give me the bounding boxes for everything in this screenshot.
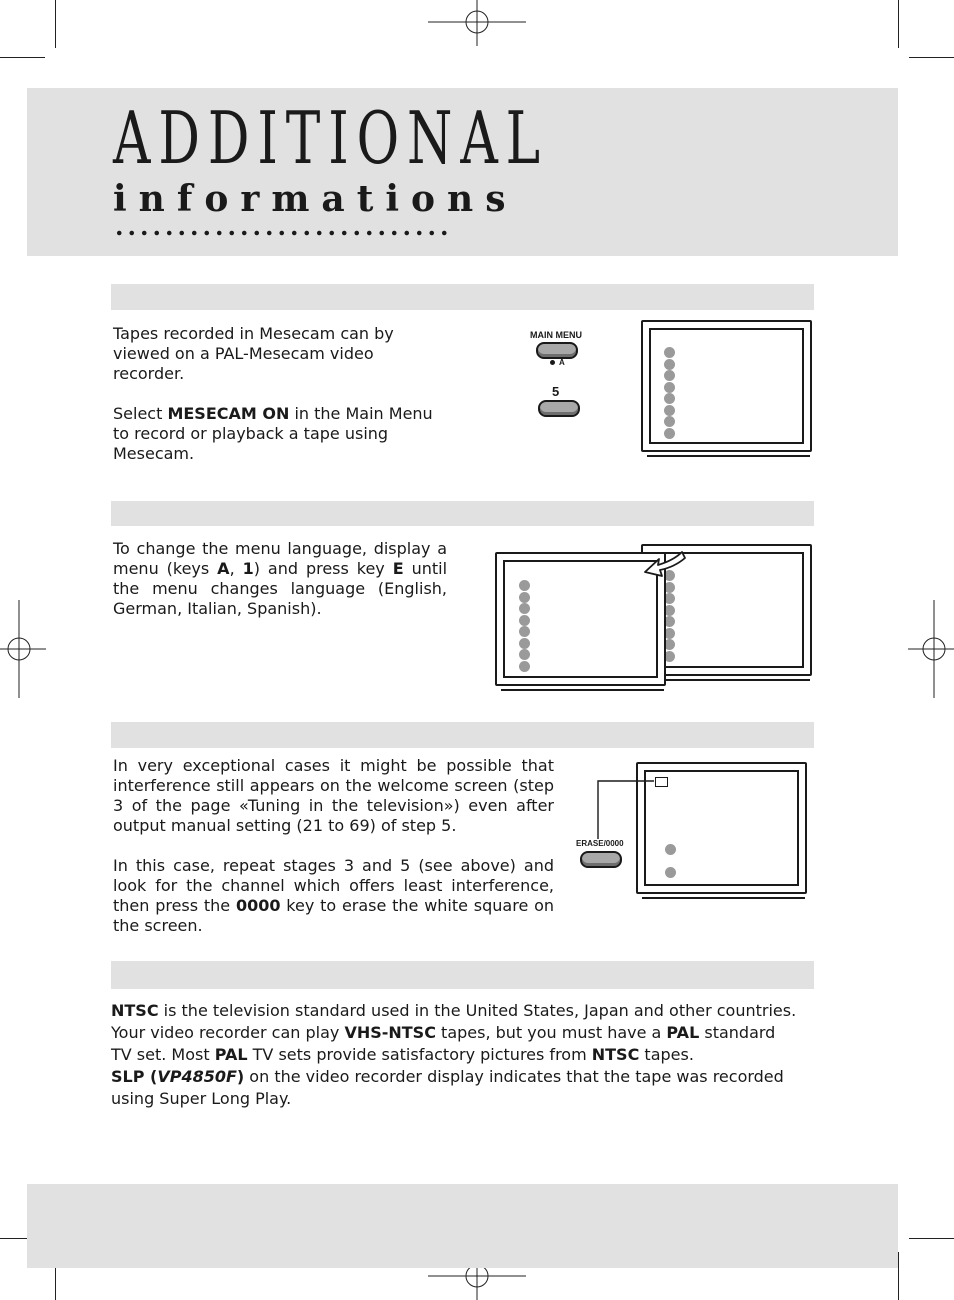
dotted-rule (113, 229, 449, 237)
section-bar-mesecam (111, 284, 814, 310)
erase-key-label: ERASE/0000 (576, 839, 624, 848)
interference-para-1: In very exceptional cases it might be possible that interference still appears on the welcome screen (step 3 of the page «Tuning in the television») even after output manual setting (21 to 69) of step 5. (113, 756, 554, 835)
menu-dot (664, 382, 675, 393)
tv-screen-interference (636, 762, 807, 902)
mesecam-para-2: Select MESECAM ON in the Main Menu to record or playback a tape using Mesecam. (113, 404, 433, 463)
menu-dot (665, 844, 676, 855)
interference-para-2: In this case, repeat stages 3 and 5 (see above) and look for the channel which offers least interference, then press the 0000 key to erase the white square on the screen. (113, 856, 555, 935)
menu-dot (664, 405, 675, 416)
key-5-button[interactable] (538, 400, 580, 417)
page-subtitle: informations (113, 178, 518, 220)
menu-dot (664, 347, 675, 358)
crop-mark (898, 1252, 899, 1300)
white-square-icon (655, 777, 668, 787)
language-text: To change the menu language, display a menu (keys A, 1) and press key E until the menu changes language (English, German, Italian, Spanish). (113, 539, 448, 618)
menu-dot (665, 867, 676, 878)
ntsc-para-2: SLP (VP4850F) on the video recorder display indicates that the tape was recorded using Super Long Play. (111, 1067, 784, 1108)
crop-mark (0, 57, 45, 58)
menu-dot (519, 592, 530, 603)
menu-dot (519, 661, 530, 672)
menu-dot (664, 370, 675, 381)
menu-dot (664, 428, 675, 439)
menu-dot (519, 615, 530, 626)
menu-dot (664, 416, 675, 427)
interference-text (113, 756, 554, 936)
page-title: ADDITIONAL (113, 96, 549, 180)
registration-mark-left (0, 600, 46, 698)
section-bar-ntsc (111, 961, 814, 989)
menu-dot (664, 359, 675, 370)
section-bar-language (111, 501, 814, 526)
main-menu-button[interactable] (536, 342, 578, 359)
ntsc-text (111, 1000, 801, 1110)
menu-dot (519, 638, 530, 649)
ntsc-para-1: NTSC is the television standard used in the United States, Japan and other countries. Your video recorder can play VHS-NTSC tapes, but you must have a PAL standard TV set. Most PAL TV sets provide satisfactory pictures from NTSC tapes. (111, 1001, 797, 1064)
main-menu-sub-label: A (559, 358, 565, 367)
crop-mark (909, 57, 954, 58)
bullet-icon (550, 360, 555, 365)
curved-arrow-icon (642, 548, 686, 580)
crop-mark (55, 0, 56, 48)
crop-mark (909, 1238, 954, 1239)
menu-dot (664, 393, 675, 404)
section-bar-interference (111, 722, 814, 748)
menu-dot (519, 603, 530, 614)
mesecam-text (113, 324, 443, 464)
tv-screen-front (495, 552, 666, 694)
mesecam-para-1: Tapes recorded in Mesecam can by viewed on a PAL-Mesecam video recorder. (113, 324, 394, 383)
key-5-label: 5 (552, 384, 560, 399)
registration-mark-right (908, 600, 954, 698)
crop-mark (898, 0, 899, 48)
registration-mark-top (428, 0, 526, 48)
tv-screen-mesecam (641, 320, 812, 460)
menu-dot (519, 580, 530, 591)
pointer-line (596, 779, 656, 841)
main-menu-key-label: MAIN MENU (530, 330, 582, 340)
menu-dot (519, 649, 530, 660)
menu-dot (519, 626, 530, 637)
footer-band (27, 1184, 898, 1268)
erase-button[interactable] (580, 851, 622, 868)
